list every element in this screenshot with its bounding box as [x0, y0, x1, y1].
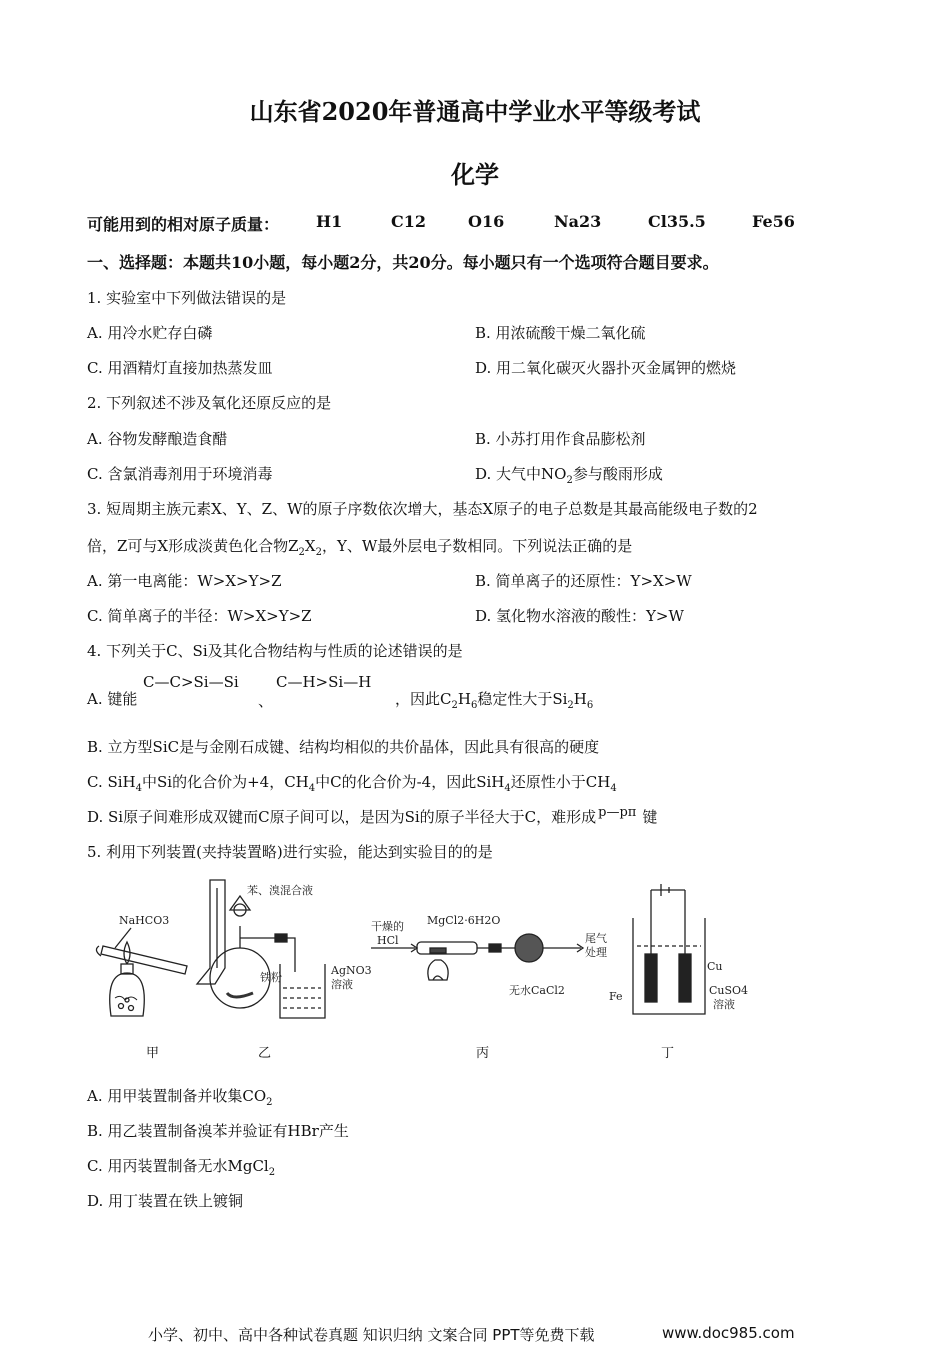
- q4-option-d: D. Si原子间难形成双键而C原子间可以，是因为Si的原子半径大于C，难形成 p—pπ 键: [87, 805, 658, 826]
- q1-stem: 1. 实验室中下列做法错误的是: [87, 289, 287, 307]
- q2-option-d: D. 大气中$NO_2$参与酸雨形成: [475, 465, 663, 486]
- q4-separator: 、: [258, 692, 274, 710]
- label-hcl: HCl: [377, 934, 399, 947]
- q4-bond-ppi: p—pπ: [598, 805, 637, 820]
- q3-option-c: C. 简单离子的半径：W>X>Y>Z: [87, 607, 312, 625]
- label-nahco3: NaHCO3: [119, 914, 170, 927]
- mass-o: O16: [468, 212, 505, 231]
- footer-text: 小学、初中、高中各种试卷真题 知识归纳 文案合同 PPT等免费下载: [148, 1326, 595, 1344]
- label-treatment: 处理: [585, 946, 607, 959]
- subject-title: 化学: [451, 160, 499, 189]
- mass-na: Na23: [554, 212, 602, 231]
- label-tail-gas: 尾气: [585, 932, 607, 945]
- q3-option-a: A. 第一电离能：W>X>Y>Z: [87, 572, 282, 590]
- caption-bing: 丙: [476, 1046, 490, 1061]
- q2-option-b: B. 小苏打用作食品膨松剂: [475, 430, 646, 448]
- q3-stem-line1: 3. 短周期主族元素X、Y、Z、W的原子序数依次增大，基态X原子的电子总数是其最高能级电子数的2: [87, 500, 758, 518]
- apparatus-bing: [371, 914, 607, 997]
- q3-option-b: B. 简单离子的还原性：Y>X>W: [475, 572, 692, 590]
- mass-fe: Fe56: [752, 212, 795, 231]
- caption-jia: 甲: [146, 1046, 160, 1061]
- q4-bond-cc-sisi: C—C>Si—Si: [143, 673, 239, 691]
- q3-stem-line2: 倍，Z可与X形成淡黄色化合物$Z_2X_2$，Y、W最外层电子数相同。下列说法正确的是: [87, 537, 633, 558]
- label-mgcl2-hydrate: MgCl2·6H2O: [427, 914, 501, 927]
- q2-option-a: A. 谷物发酵酿造食醋: [87, 430, 228, 448]
- label-solution-2: 溶液: [713, 998, 735, 1011]
- mass-c: C12: [391, 212, 426, 231]
- q4-option-c: C. SiH$_4$中Si的化合价为+4，$CH_4$中C的化合价为-4，因此SiH$_4$还原性小于$CH_4$: [87, 773, 617, 794]
- mass-h: H1: [316, 212, 343, 231]
- atomic-masses-label: 可能用到的相对原子质量：: [87, 215, 280, 234]
- label-solution-1: 溶液: [331, 978, 353, 991]
- apparatus-figure: [85, 868, 785, 1068]
- q5-stem: 5. 利用下列装置(夹持装置略)进行实验，能达到实验目的的是: [87, 843, 493, 861]
- q4-bond-ch-sih: C—H>Si—H: [276, 673, 372, 691]
- label-cuso4: CuSO4: [709, 984, 749, 997]
- q2-stem: 2. 下列叙述不涉及氧化还原反应的是: [87, 394, 332, 412]
- label-dry: 干燥的: [371, 920, 404, 933]
- q4-option-a-conclusion: ，因此$C_2H_6$稳定性大于$Si_2H_6$: [395, 690, 594, 711]
- q2-option-c: C. 含氯消毒剂用于环境消毒: [87, 465, 273, 483]
- label-fe: Fe: [609, 990, 623, 1003]
- apparatus-ding: [609, 884, 748, 1014]
- label-agno3: AgNO3: [331, 964, 372, 977]
- footer-link[interactable]: www.doc985.com: [662, 1324, 795, 1342]
- q1-option-a: A. 用冷水贮存白磷: [87, 324, 213, 342]
- apparatus-yi: [210, 883, 372, 1018]
- caption-ding: 丁: [661, 1046, 675, 1061]
- section-heading: 一、选择题：本题共10小题，每小题2分，共20分。每小题只有一个选项符合题目要求。: [87, 253, 719, 272]
- q1-option-d: D. 用二氧化碳灭火器扑灭金属钾的燃烧: [475, 359, 737, 377]
- caption-yi: 乙: [258, 1046, 272, 1061]
- q4-stem: 4. 下列关于C、Si及其化合物结构与性质的论述错误的是: [87, 642, 463, 660]
- q5-option-b: B. 用乙装置制备溴苯并验证有HBr产生: [87, 1122, 349, 1140]
- q1-option-b: B. 用浓硫酸干燥二氧化硫: [475, 324, 646, 342]
- q4-option-a-label: A. 键能: [87, 690, 138, 708]
- q1-option-c: C. 用酒精灯直接加热蒸发皿: [87, 359, 273, 377]
- apparatus-jia: [96, 880, 225, 1016]
- label-iron-powder: 铁粉: [260, 971, 282, 984]
- label-cacl2: 无水CaCl2: [509, 984, 565, 997]
- label-cu: Cu: [707, 960, 723, 973]
- q3-option-d: D. 氢化物水溶液的酸性：Y>W: [475, 607, 684, 625]
- q5-option-d: D. 用丁装置在铁上镀铜: [87, 1192, 244, 1210]
- mass-cl: Cl35.5: [648, 212, 706, 231]
- q5-option-a: A. 用甲装置制备并收集$CO_2$: [87, 1087, 273, 1108]
- q5-option-c: C. 用丙装置制备无水MgCl$_2$: [87, 1157, 276, 1178]
- exam-title: 山东省2020年普通高中学业水平等级考试: [249, 97, 701, 126]
- q4-option-b: B. 立方型SiC是与金刚石成键、结构均相似的共价晶体，因此具有很高的硬度: [87, 738, 600, 756]
- label-benzene-bromine: 苯、溴混合液: [247, 884, 313, 897]
